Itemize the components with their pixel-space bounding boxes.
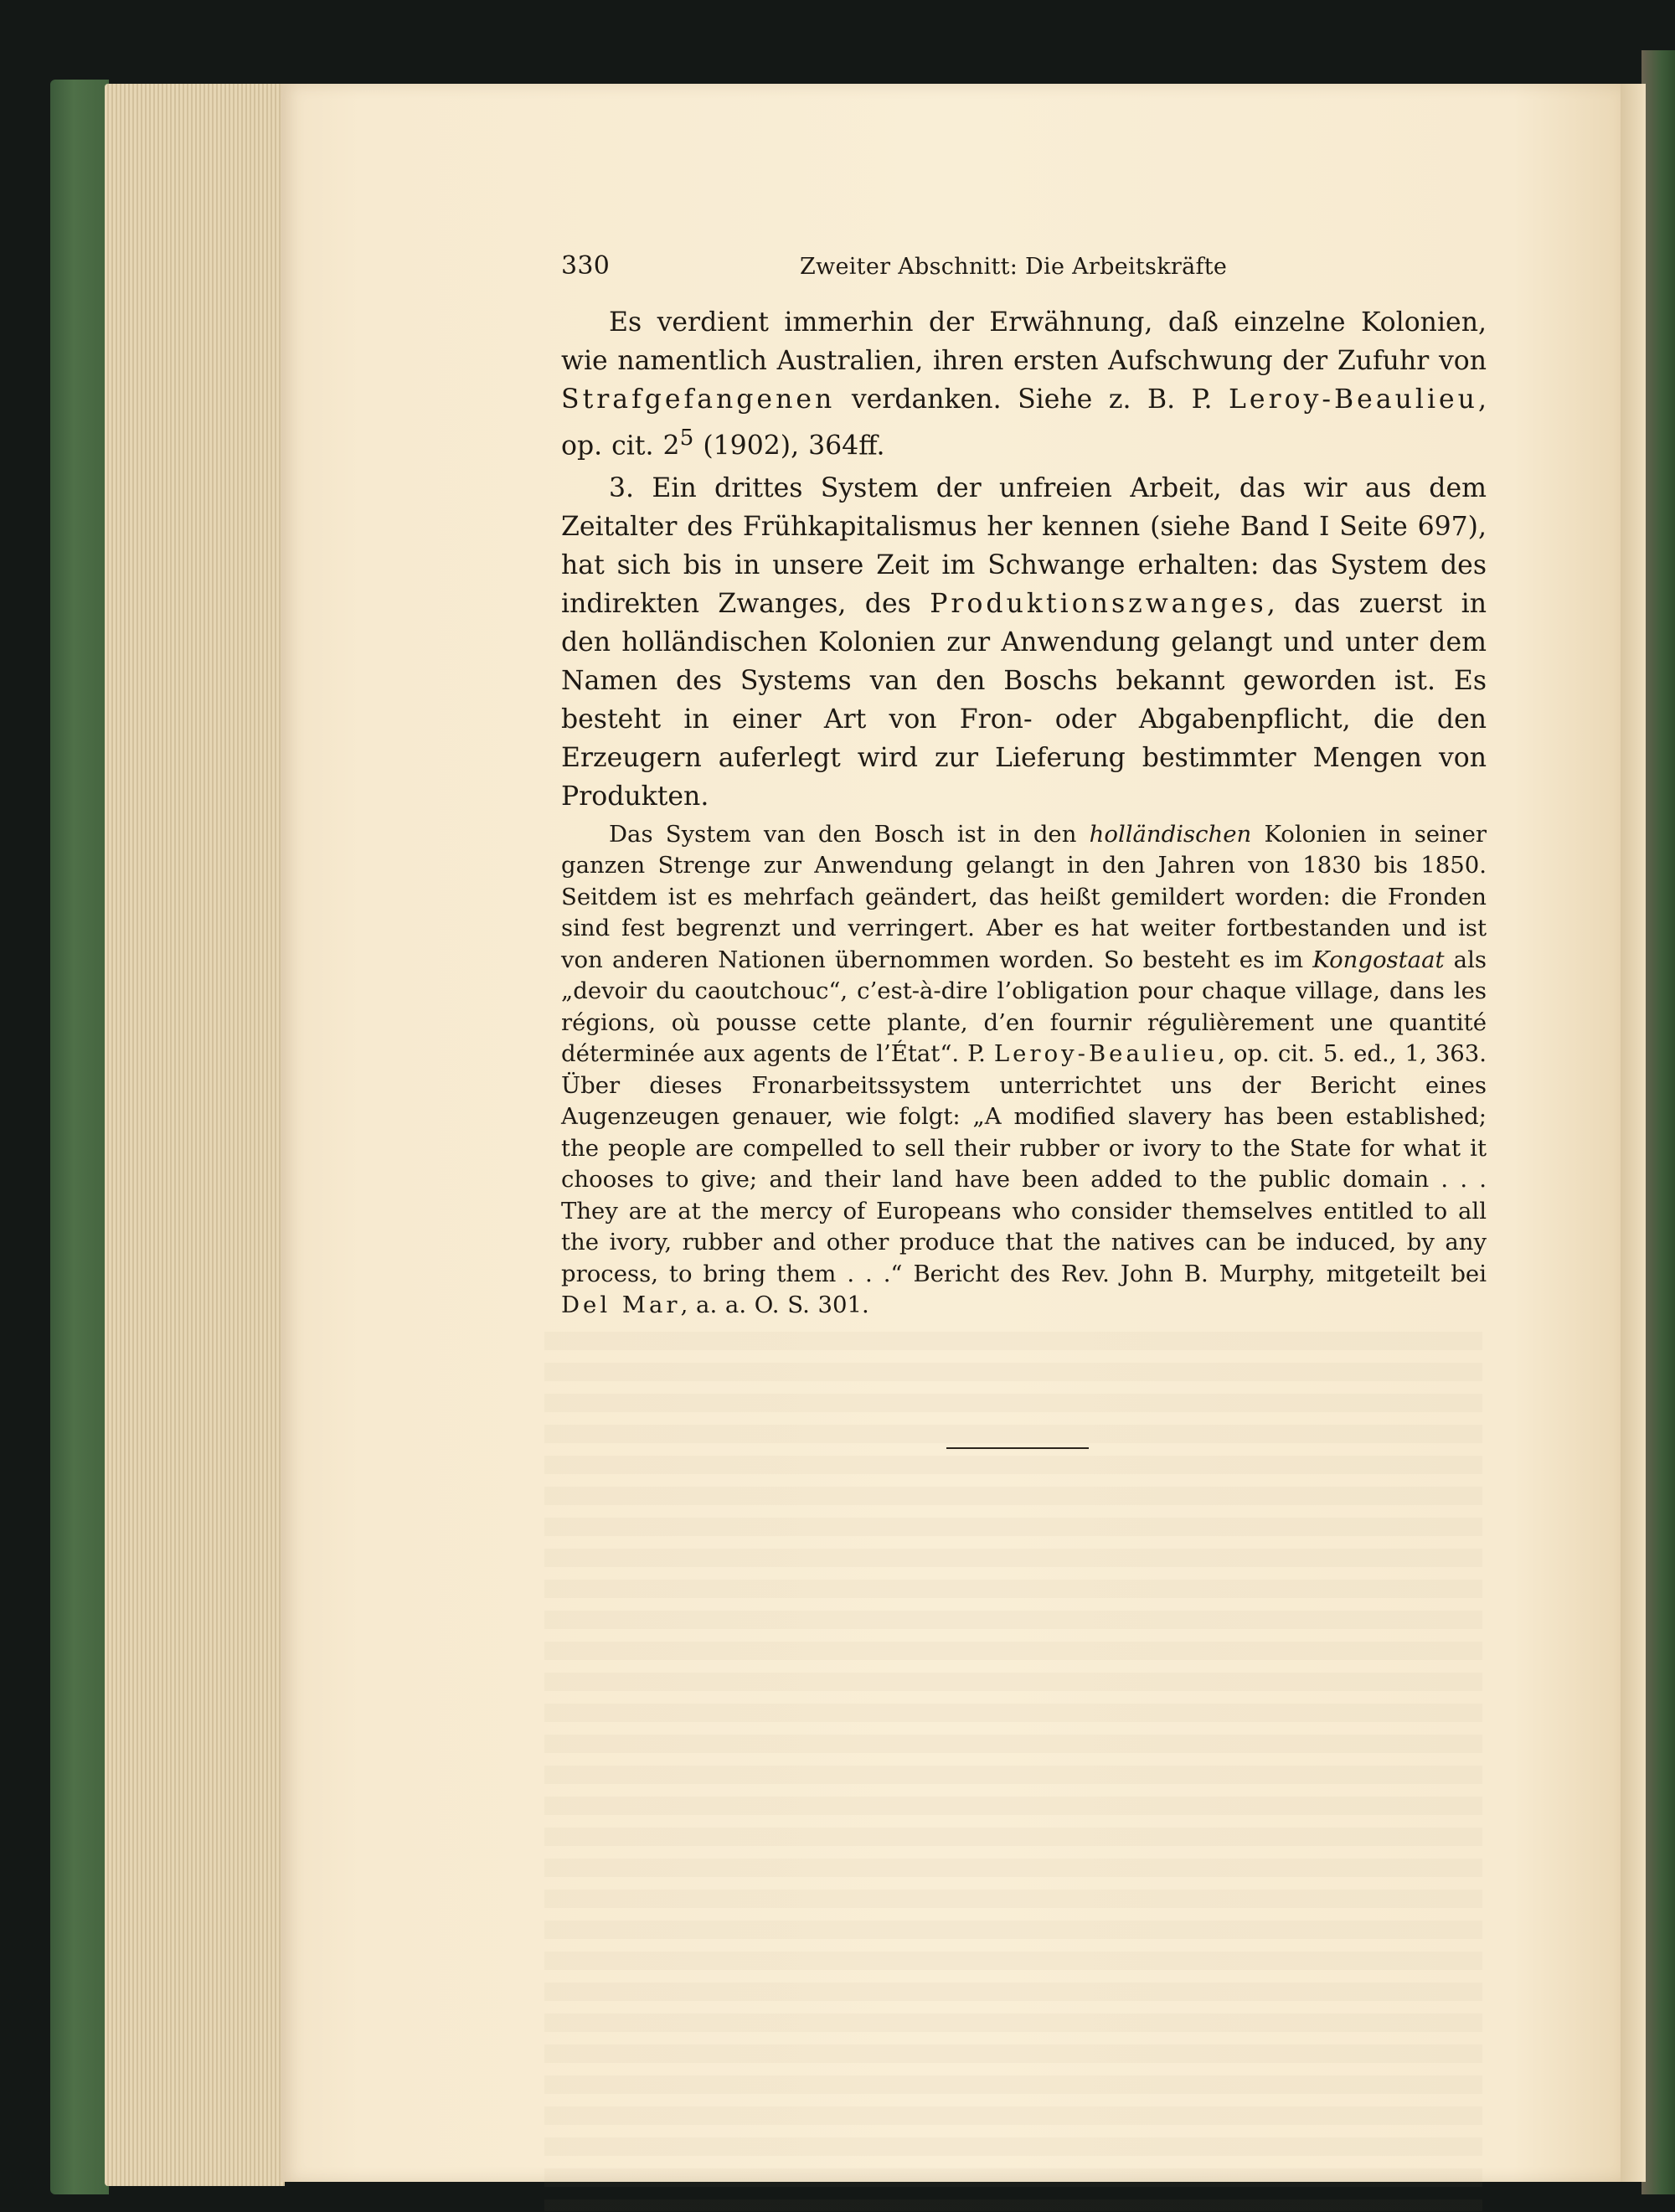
text-run: , a. a. O. S. 301. <box>680 1292 869 1318</box>
text-run: Kongostaat <box>1312 946 1445 973</box>
page-edges <box>105 84 285 2186</box>
show-through-text <box>544 1332 1482 2211</box>
text-run: verdanken. Siehe z. B. P. <box>835 384 1229 415</box>
text-run: , op. cit. 2 <box>561 384 1487 461</box>
paragraph-produktionszwang <box>561 469 1487 816</box>
text-run: als „devoir du caoutchouc“, c’est-à-dire l’obligation pour chaque village, dans les régions, où pousse cette plante, d’en fournir régulièrement une quantité déterminée aux agents de l’État“. P. <box>561 946 1487 1067</box>
text-run: Leroy-Beaulieu <box>993 1040 1219 1067</box>
text-run: Strafgefangenen <box>561 384 836 415</box>
paragraph-strafgefangene <box>561 303 1487 466</box>
text-run: , das zuerst in den holländischen Kolonien zur Anwendung gelangt und unter dem Namen des Systems van den Boschs bekannt geworden ist. Es besteht in einer Art von Fron- oder Abgabenpflicht, die den Erzeugern auferlegt wird zur Lieferung bestimmter Mengen von Produkten. <box>561 588 1487 812</box>
text-run: Produktionszwanges <box>930 588 1267 619</box>
text-run: Del Mar <box>561 1292 681 1318</box>
facing-page-edge <box>1621 84 1646 2182</box>
running-head-title: Zweiter Abschnitt: Die Arbeitskräfte <box>800 254 1228 280</box>
running-head <box>561 251 1487 293</box>
text-run: 3. Ein drittes System der unfreien Arbeit, das wir aus dem Zeitalter des Frühkapitalismus her kennen (siehe Band I Seite 697), hat sich bis in unsere Zeit im Schwange erhalten: das System des indirekten Zwanges, des <box>561 472 1487 619</box>
page-number: 330 <box>561 251 611 281</box>
paragraph-van-den-bosch <box>561 819 1487 1322</box>
section-divider <box>946 1447 1089 1449</box>
book-cover-left <box>50 80 109 2194</box>
text-run: Kolonien in seiner ganzen Strenge zur Anwendung gelangt in den Jahren von 1830 bis 1850. Seitdem ist es mehrfach geändert, das heißt gemildert worden: die Fronden sind fest begrenzt und verringert. Aber es hat weiter fortbestanden und ist von anderen Nationen übernommen worden. So besteht es im <box>561 820 1487 973</box>
text-run: holländischen <box>1089 820 1252 848</box>
text-run: Das System van den Bosch ist in den <box>609 820 1090 848</box>
text-run: 5 <box>679 425 694 451</box>
text-run: Es verdient immerhin der Erwähnung, daß einzelne Kolonien, wie namentlich Australien, ihren ersten Aufschwung der Zufuhr von <box>561 307 1487 376</box>
text-run: (1902), 364ff. <box>693 431 885 461</box>
text-run: Leroy-Beaulieu <box>1229 384 1478 415</box>
text-run: , op. cit. 5. ed., 1, 363. Über dieses Fronarbeitssystem unterrichtet uns der Bericht eines Augenzeugen genauer, wie folgt: „A modified slavery has been established; the people are compelled to sell their rubber or ivory to the State for what it chooses to give; and their land have been added to the public domain . . . They are at the mercy of Europeans who consider themselves entitled to all the ivory, rubber and other produce that the natives can be induced, by any process, to bring them . . .“ Bericht des Rev. John B. Murphy, mitgeteilt bei <box>561 1040 1487 1287</box>
book-cover-right <box>1642 50 1675 2194</box>
page-text <box>561 251 1487 1322</box>
